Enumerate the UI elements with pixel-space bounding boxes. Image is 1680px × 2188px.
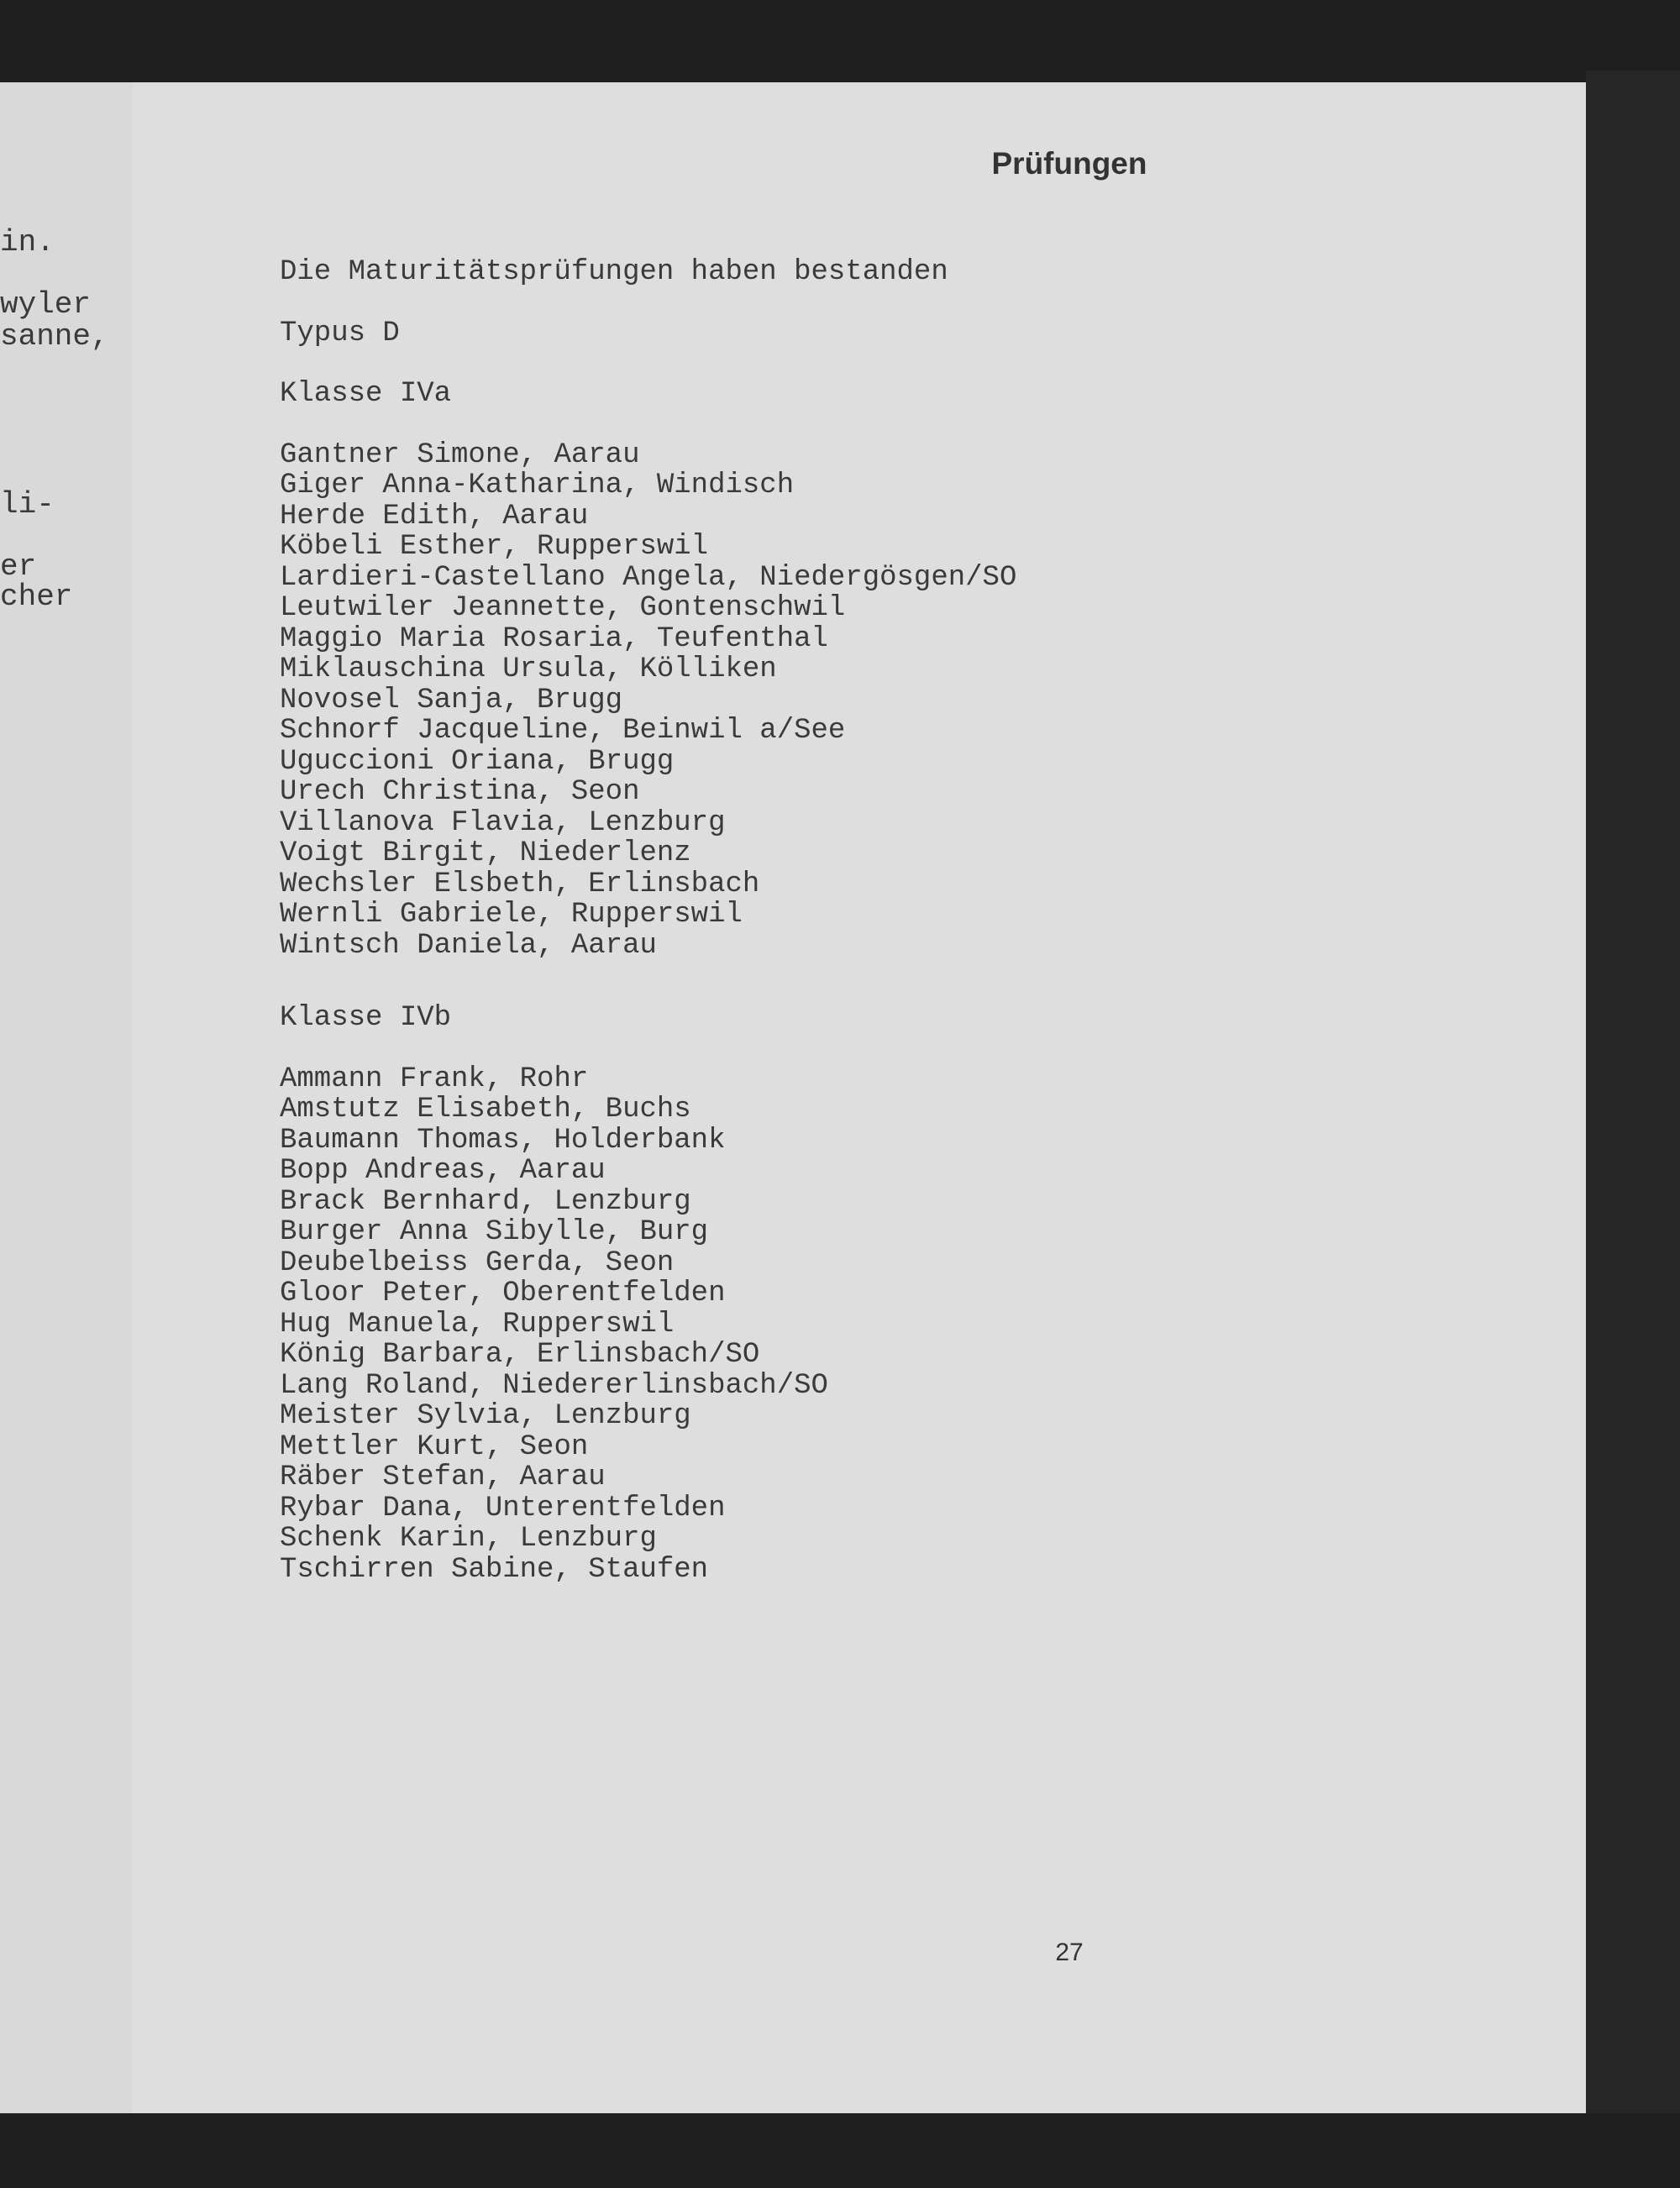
page-title: Prüfungen [991,146,1147,181]
list-item: Burger Anna Sibylle, Burg [280,1216,709,1248]
left-page-fragment: wyler [0,287,92,322]
list-item: König Barbara, Erlinsbach/SO [280,1339,760,1371]
list-item: Miklauschina Ursula, Kölliken [280,653,777,685]
list-item: Köbeli Esther, Rupperswil [280,531,709,563]
list-item: Räber Stefan, Aarau [280,1461,606,1493]
student-list-iva [280,440,1016,962]
scan-background-bottom [0,2113,1680,2188]
list-item: Wernli Gabriele, Rupperswil [280,899,743,931]
list-item: Mettler Kurt, Seon [280,1430,589,1463]
left-page-fragment: in. [0,225,55,260]
list-item: Schenk Karin, Lenzburg [280,1523,657,1555]
document-page [133,82,1586,2113]
list-item: Herde Edith, Aarau [280,500,589,533]
list-item: Schnorf Jacqueline, Beinwil a/See [280,715,846,747]
left-page-fragment: er [0,549,37,584]
list-item: Lardieri-Castellano Angela, Niedergösgen/SO [280,561,1017,594]
intro-text: Die Maturitätsprüfungen haben bestanden [280,256,948,288]
list-item: Villanova Flavia, Lenzburg [280,806,726,839]
list-item: Meister Sylvia, Lenzburg [280,1400,691,1432]
list-item: Wechsler Elsbeth, Erlinsbach [280,868,760,900]
list-item: Urech Christina, Seon [280,776,640,808]
page-body [280,257,1016,1627]
left-page-fragment: cher [0,580,73,614]
list-item: Voigt Birgit, Niederlenz [280,837,691,869]
scan-background-top [0,0,1680,82]
left-page-edge [0,82,135,2113]
list-item: Baumann Thomas, Holderbank [280,1124,726,1157]
list-item: Rybar Dana, Unterentfelden [280,1492,726,1524]
list-item: Gantner Simone, Aarau [280,438,640,471]
list-item: Uguccioni Oriana, Brugg [280,745,675,778]
class-label-ivb: Klasse IVb [280,1002,452,1034]
student-list-ivb [280,1064,1016,1586]
list-item: Tschirren Sabine, Staufen [280,1553,709,1586]
list-item: Bopp Andreas, Aarau [280,1155,606,1187]
list-item: Maggio Maria Rosaria, Teufenthal [280,622,828,655]
list-item: Amstutz Elisabeth, Buchs [280,1094,691,1125]
scan-background-right [1586,71,1680,2188]
left-page-fragment: li- [0,487,55,522]
list-item: Giger Anna-Katharina, Windisch [280,470,795,501]
list-item: Novosel Sanja, Brugg [280,684,623,716]
list-item: Deubelbeiss Gerda, Seon [280,1246,675,1279]
list-item: Wintsch Daniela, Aarau [280,929,657,962]
list-item: Ammann Frank, Rohr [280,1063,589,1095]
list-item: Gloor Peter, Oberentfelden [280,1278,726,1309]
left-page-fragment: sanne, [0,319,109,354]
list-item: Leutwiler Jeannette, Gontenschwil [280,592,846,624]
class-label-iva: Klasse IVa [280,378,452,410]
page-number: 27 [1055,1939,1084,1966]
typus-label: Typus D [280,317,400,349]
list-item: Brack Bernhard, Lenzburg [280,1185,691,1218]
list-item: Hug Manuela, Rupperswil [280,1308,675,1341]
list-item: Lang Roland, Niedererlinsbach/SO [280,1369,828,1402]
